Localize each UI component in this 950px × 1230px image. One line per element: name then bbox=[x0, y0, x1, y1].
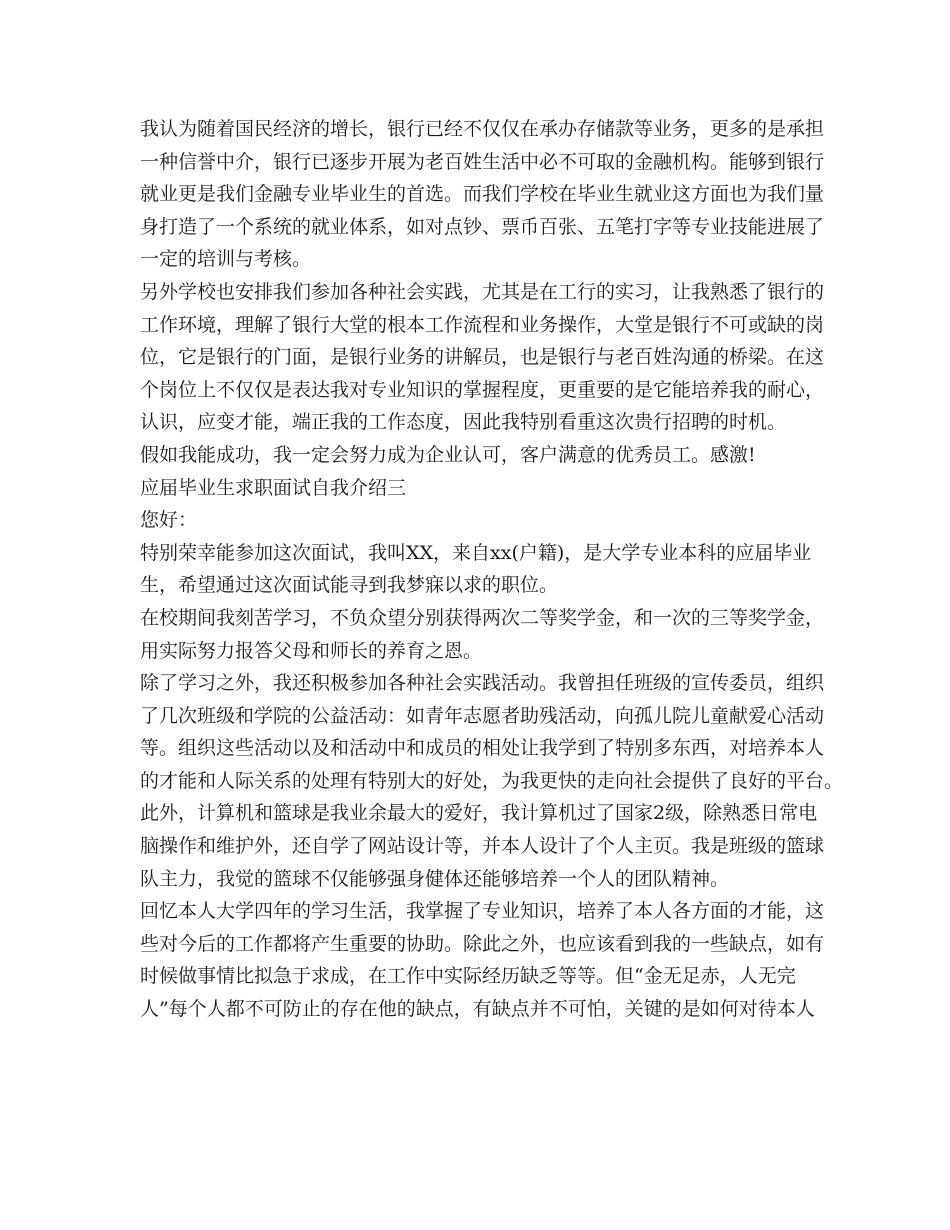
text-line: 工作环境，理解了银行大堂的根本工作流程和业务操作，大堂是银行不可或缺的岗 bbox=[140, 313, 825, 336]
text-line: 时候做事情比拟急于求成，在工作中实际经历缺乏等等。但“金无足赤，人无完 bbox=[140, 965, 796, 988]
text-line: 脑操作和维护外，还自学了网站设计等，并本人设计了个人主页。我是班级的篮球 bbox=[140, 835, 825, 858]
text-line: 用实际努力报答父母和师长的养育之恩。 bbox=[140, 639, 483, 662]
document-body bbox=[140, 113, 844, 1026]
text-line: 就业更是我们金融专业毕业生的首选。而我们学校在毕业生就业这方面也为我们量 bbox=[140, 183, 825, 206]
text-line: 回忆本人大学四年的学习生活，我掌握了专业知识，培养了本人各方面的才能，这 bbox=[140, 900, 825, 923]
text-line: 认识，应变才能，端正我的工作态度，因此我特别看重这次贵行招聘的时机。 bbox=[140, 411, 787, 434]
text-line: 位，它是银行的门面，是银行业务的讲解员，也是银行与老百姓沟通的桥梁。在这 bbox=[140, 346, 825, 369]
text-line: 人”每个人都不可防止的存在他的缺点，有缺点并不可怕，关键的是如何对待本人 bbox=[140, 998, 815, 1021]
text-line: 特别荣幸能参加这次面试，我叫XX，来自xx(户籍)，是大学专业本科的应届毕业 bbox=[140, 541, 812, 564]
section-heading: 应届毕业生求职面试自我介绍三 bbox=[140, 476, 407, 499]
text-line: 等。组织这些活动以及和活动中和成员的相处让我学到了特别多东西，对培养本人 bbox=[140, 737, 825, 760]
text-line: 另外学校也安排我们参加各种社会实践，尤其是在工行的实习，让我熟悉了银行的 bbox=[140, 280, 825, 303]
greeting: 您好： bbox=[140, 509, 198, 532]
text-line: 的才能和人际关系的处理有特别大的好处，为我更快的走向社会提供了良好的平台。 bbox=[140, 769, 844, 792]
text-line: 些对今后的工作都将产生重要的协助。除此之外，也应该看到我的一些缺点，如有 bbox=[140, 932, 825, 955]
text-line: 个岗位上不仅仅是表达我对专业知识的掌握程度，更重要的是它能培养我的耐心， bbox=[140, 378, 825, 401]
text-line: 假如我能成功，我一定会努力成为企业认可，客户满意的优秀员工。感激! bbox=[140, 443, 756, 466]
text-line: 此外，计算机和篮球是我业余最大的爱好，我计算机过了国家2级，除熟悉日常电 bbox=[140, 802, 818, 825]
text-line: 队主力，我觉的篮球不仅能够强身健体还能够培养一个人的团队精神。 bbox=[140, 867, 730, 890]
text-line: 我认为随着国民经济的增长，银行已经不仅仅在承办存储款等业务，更多的是承担 bbox=[140, 118, 825, 140]
text-line: 一定的培训与考核。 bbox=[140, 248, 312, 271]
text-line: 一种信誉中介，银行已逐步开展为老百姓生活中必不可取的金融机构。能够到银行 bbox=[140, 150, 825, 173]
text-line: 生，希望通过这次面试能寻到我梦寐以求的职位。 bbox=[140, 574, 559, 597]
text-line: 身打造了一个系统的就业体系，如对点钞、票币百张、五笔打字等专业技能进展了 bbox=[140, 215, 825, 238]
text-line: 了几次班级和学院的公益活动：如青年志愿者助残活动，向孤儿院儿童献爱心活动 bbox=[140, 704, 825, 727]
text-line: 除了学习之外，我还积极参加各种社会实践活动。我曾担任班级的宣传委员，组织 bbox=[140, 672, 825, 695]
text-line: 在校期间我刻苦学习，不负众望分别获得两次二等奖学金，和一次的三等奖学金， bbox=[140, 606, 825, 629]
